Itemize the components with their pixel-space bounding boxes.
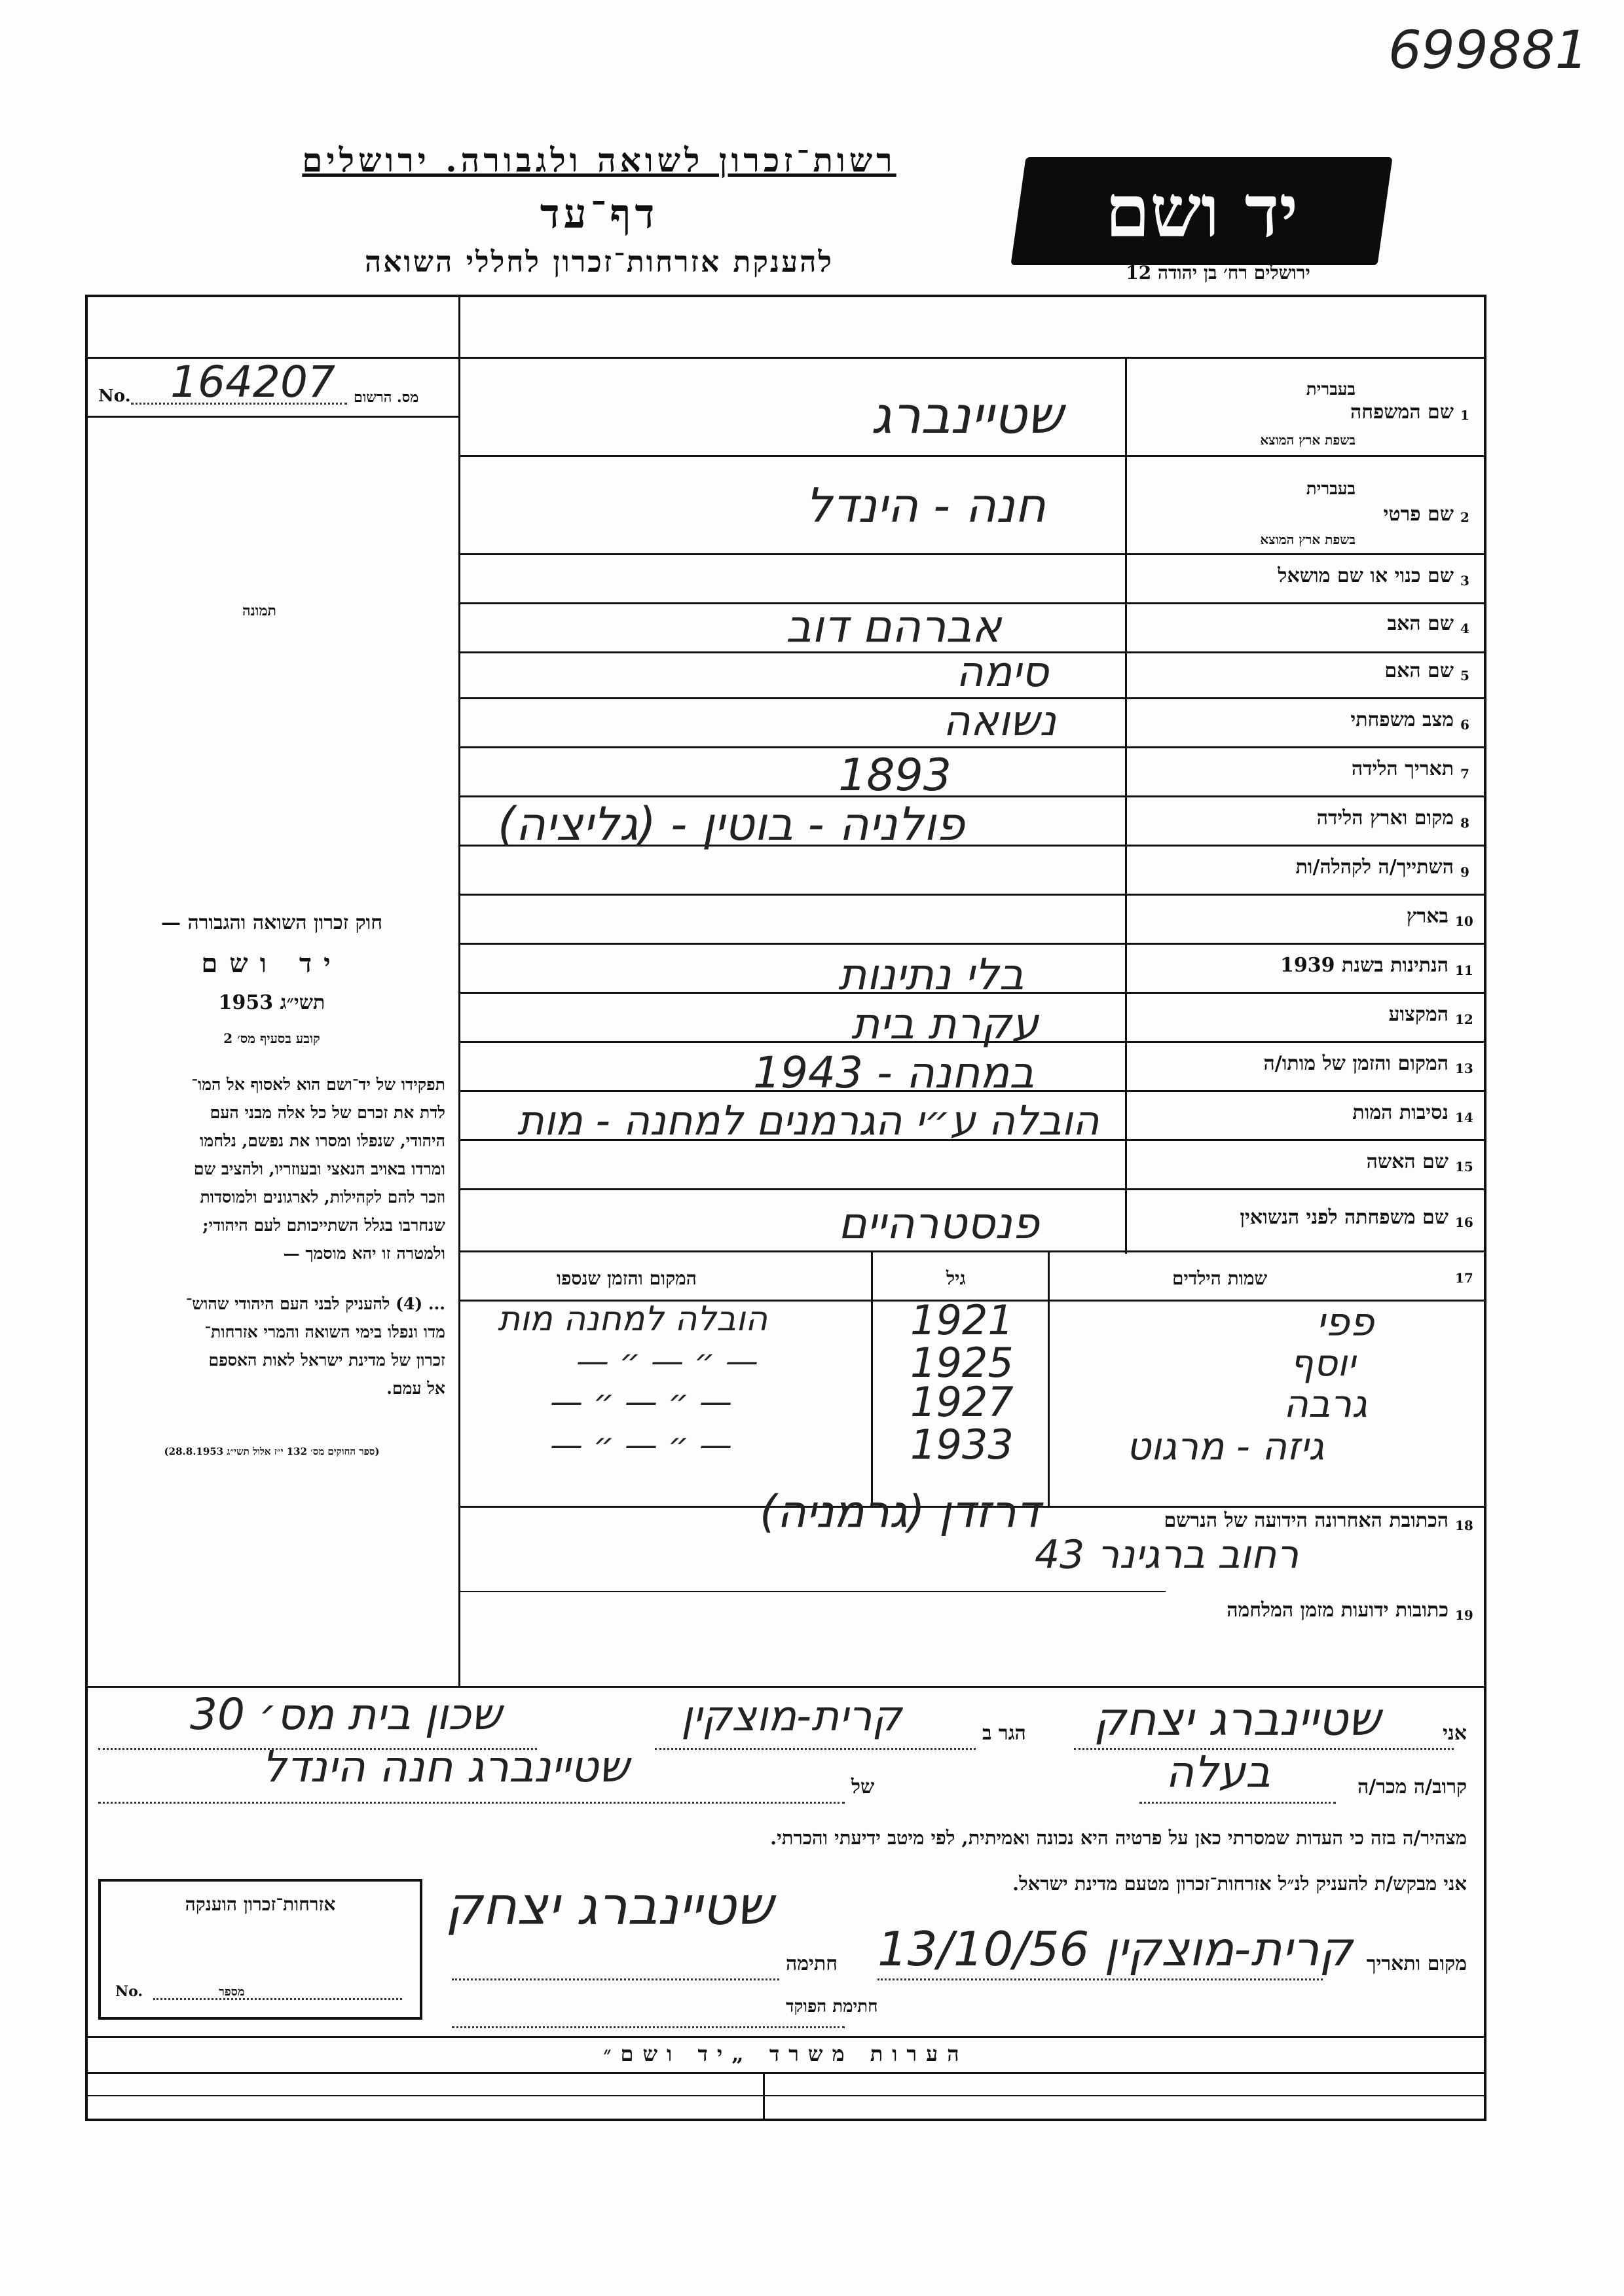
field-13-number: 13 — [1455, 1061, 1473, 1076]
field-13-value: במחנה - 1943 — [753, 1048, 1035, 1098]
declaration-ani-value: שטיינברג יצחק — [1094, 1692, 1380, 1746]
field-10-number: 10 — [1455, 913, 1473, 929]
field-2-label: שם פרטי — [1383, 503, 1454, 526]
declaration-resides-value: קרית-מוצקין — [681, 1692, 902, 1741]
declaration-relative-label: קרוב/ה מכר/ה — [1357, 1776, 1467, 1798]
authority-title: רשות־זכרון לשואה ולגבורה. ירושלים — [302, 141, 896, 179]
declaration-ani-label: אני — [1443, 1722, 1467, 1745]
field-5-value: סימה — [956, 648, 1049, 697]
field-1-sub-origin: בשפת ארץ המוצא — [1260, 432, 1356, 448]
field-7-label: תאריך הלידה — [1351, 757, 1454, 780]
field-8-value: פולניה - בוטין - (גליציה) — [498, 797, 965, 851]
law-line: אל עמם. — [386, 1379, 445, 1398]
citizenship-box-number-label: מספר — [219, 1985, 245, 1999]
field-5-label: שם האם — [1384, 659, 1454, 682]
field-12-value: עקרת בית — [851, 998, 1039, 1049]
declaration-of-label: של — [851, 1776, 875, 1798]
field-6-label: מצב משפחתי — [1350, 708, 1454, 731]
law-title: חוק זכרון השואה והגבורה — — [161, 911, 382, 934]
field-4-value: אברהם דוב — [786, 601, 1002, 653]
field-7-number: 7 — [1460, 766, 1469, 782]
registration-number: 164207 — [170, 357, 335, 407]
field-6-number: 6 — [1460, 717, 1469, 733]
doc-number: 699881 — [1388, 20, 1589, 81]
field-18-value-street: רחוב ברגינר 43 — [1035, 1532, 1299, 1578]
field-10-label: בארץ — [1406, 905, 1449, 928]
field-14-value: הובלה ע״י הגרמנים למחנה - מות — [517, 1097, 1099, 1144]
field-9-label: השתייך/ה לקהלה/ות — [1295, 856, 1454, 879]
declaration-request: אני מבקש/ת להעניק לנ״ל אזרחות־זכרון מטעם מדינת ישראל. — [1012, 1872, 1467, 1895]
citizenship-box-no: No. — [115, 1983, 143, 2000]
declaration-statement: מצהיר/ה בזה כי העדות שמסרתי כאן על פרטיה היא נכונה ואמיתית, לפי מיטב ידיעתי והכרתי. — [770, 1827, 1467, 1849]
field-11-number: 11 — [1455, 962, 1473, 978]
law-line: היהודי, שנפלו ומסרו את נפשם, נלחמו — [199, 1131, 445, 1150]
field-2-sub-hebrew: בעברית — [1306, 479, 1356, 499]
law-line: שנחרבו בגלל השתייכותם לעם היהודי; — [202, 1216, 445, 1235]
field-8-label: מקום וארץ הלידה — [1316, 807, 1454, 829]
law-org: יד ושם — [201, 948, 342, 979]
field-1-label: שם המשפחה — [1350, 401, 1454, 424]
citizenship-box — [98, 1879, 422, 2020]
field-1-value: שטיינברג — [871, 386, 1063, 445]
field-17-number: 17 — [1455, 1270, 1473, 1286]
law-line: זכרון של מדינת ישראל לאות האספם — [208, 1351, 445, 1370]
law-line: תפקידו של יד־ושם הוא לאסוף אל המו־ — [191, 1075, 445, 1094]
field-14-label: נסיבות המות — [1352, 1101, 1449, 1124]
child-name: פפי — [1316, 1300, 1375, 1345]
child-name: יוסף — [1290, 1342, 1356, 1385]
field-16-value: פנסטרהיים — [838, 1198, 1039, 1248]
law-line: וזכר להם לקהילות, לארגונים ולמוסדות — [200, 1188, 445, 1207]
field-2-number: 2 — [1460, 509, 1469, 525]
field-13-label: המקום והזמן של מותו/ה — [1263, 1052, 1449, 1075]
child-place: — ״ — ״ — — [550, 1383, 733, 1421]
field-1-number: 1 — [1460, 407, 1469, 423]
field-11-label: הנתינות בשנת 1939 — [1280, 954, 1449, 977]
citizenship-box-title: אזרחות־זכרון הוענקה — [185, 1893, 336, 1915]
law-line: מדו ונפלו בימי השואה והמרי אזרחות־ — [204, 1322, 445, 1341]
field-4-label: שם האב — [1387, 612, 1454, 635]
law-line: ... (4) להעניק לבני העם היהודי שהוש־ — [185, 1294, 445, 1313]
registration-label: מס. הרשום — [354, 389, 419, 406]
declaration-place-date-value: קרית-מוצקין 13/10/56 — [877, 1922, 1353, 1977]
registration-no-label: No. — [98, 386, 131, 406]
law-line: ומרדו באויב הנאצי ובעוזריו, ולהציב שם — [193, 1159, 445, 1178]
logo-address: ירושלים רח׳ בן יהודה 12 — [1126, 262, 1310, 283]
field-2-value: חנה - הינדל — [805, 478, 1046, 533]
remarks-title: הערות משרד „יד ושם״ — [603, 2041, 969, 2066]
form-title: דף־עד — [540, 190, 659, 238]
field-18-value-city: דרזדן (גרמניה) — [760, 1486, 1041, 1538]
field-7-value: 1893 — [838, 750, 952, 801]
field-11-value: בלי נתינות — [838, 949, 1024, 1000]
child-name: גרבה — [1283, 1381, 1368, 1426]
law-line: לדת את זכרם של כל אלה מבני העם — [210, 1103, 445, 1122]
law-clause4 — [98, 1290, 445, 1402]
signature-value: שטיינברג יצחק — [445, 1876, 773, 1937]
field-19-label: כתובות ידועות מזמן המלחמה — [1227, 1599, 1449, 1622]
child-age: 1927 — [910, 1378, 1014, 1426]
field-12-number: 12 — [1455, 1011, 1473, 1027]
field-3-number: 3 — [1460, 573, 1469, 589]
children-col-place: המקום והזמן שנספו — [557, 1267, 697, 1289]
law-year: תשי״ג 1953 — [218, 991, 325, 1014]
logo-text: יד ושם — [1105, 169, 1299, 253]
yad-vashem-logo — [1010, 157, 1392, 265]
child-name: גיזה - מרגוט — [1126, 1424, 1325, 1468]
field-4-number: 4 — [1460, 621, 1469, 636]
field-9-number: 9 — [1460, 864, 1469, 880]
field-15-label: שם האשה — [1366, 1150, 1449, 1173]
field-2-sub-origin: בשפת ארץ המוצא — [1260, 532, 1356, 547]
law-body — [98, 1070, 445, 1267]
field-14-number: 14 — [1455, 1110, 1473, 1125]
declaration-of-value: שטיינברג חנה הינדל — [262, 1741, 629, 1792]
law-clause: קובע בסעיף מס׳ 2 — [223, 1030, 320, 1046]
child-age: 1921 — [910, 1296, 1014, 1344]
child-place: — ״ — ״ — — [550, 1426, 733, 1464]
declaration-address-value: שכון בית מס׳ 30 — [190, 1689, 502, 1740]
field-19-number: 19 — [1455, 1607, 1473, 1623]
field-15-number: 15 — [1455, 1159, 1473, 1175]
declaration-signature-label: חתימה — [786, 1952, 838, 1975]
field-1-sub-hebrew: בעברית — [1306, 380, 1356, 399]
form-subtitle: להענקת אזרחות־זכרון לחללי השואה — [364, 246, 834, 279]
children-col-age: גיל — [946, 1267, 966, 1289]
photo-label: תמונה — [242, 602, 276, 619]
children-col-names: שמות הילדים — [1172, 1267, 1268, 1289]
law-footnote: (ספר החוקים מס׳ 132 י״ז אלול תשי״ג 28.8.1953) — [164, 1446, 380, 1457]
declaration-resides-label: הגר ב — [982, 1722, 1026, 1745]
child-age: 1925 — [910, 1339, 1014, 1387]
officer-signature-label: חתימת הפוקד — [786, 1997, 878, 2016]
declaration-relative-value: בעלה — [1166, 1747, 1271, 1797]
field-16-label: שם משפחתה לפני הנשואין — [1240, 1206, 1449, 1229]
field-12-label: המקצוע — [1388, 1003, 1449, 1026]
field-18-number: 18 — [1455, 1518, 1473, 1533]
child-age: 1933 — [910, 1421, 1014, 1468]
child-place: — ״ — ״ — — [576, 1342, 759, 1380]
field-16-number: 16 — [1455, 1214, 1473, 1230]
child-place: הובלה למחנה מות — [498, 1300, 768, 1339]
field-5-number: 5 — [1460, 668, 1469, 683]
field-6-value: נשואה — [943, 697, 1056, 746]
declaration-place-date-label: מקום ותאריך — [1366, 1952, 1467, 1975]
field-18-label: הכתובת האחרונה הידועה של הנרשם — [1164, 1509, 1449, 1532]
field-3-label: שם כנוי או שם מושאל — [1278, 564, 1454, 587]
law-line: ולמטרה זו יהא מוסמך — — [283, 1244, 445, 1263]
field-8-number: 8 — [1460, 815, 1469, 831]
